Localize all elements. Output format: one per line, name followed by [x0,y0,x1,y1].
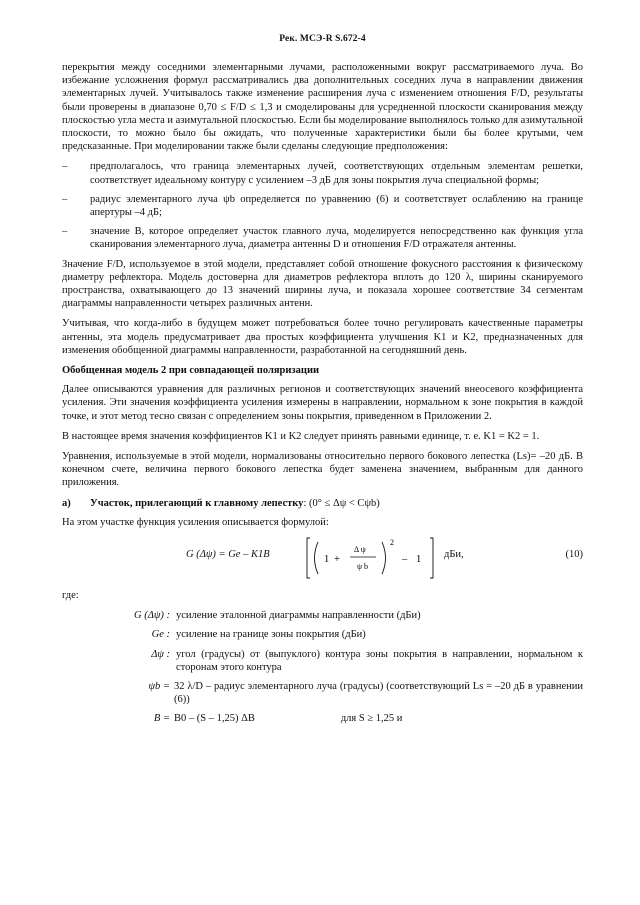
equation-exponent: 2 [390,538,394,548]
equation-one: 1 [324,554,330,566]
definition-text: 32 λ/D – радиус элементарного луча (градусы) (соответствующий Ls = –20 дБ в уравнении (6)) [174,680,583,706]
bullet-dash: – [62,226,68,238]
paragraph-1: перекрытия между соседними элементарными лучами, расположенными вокруг рассматриваемого луча. Во избежание усложнения формул рассматривались два дополнительных соседних луча в направлении движения элементарных лучей. Учитывалось также изменение расширения луча с изменением отношения F/D, результаты были проверены в диапазоне 0,70 ≤ F/D ≤ 1,3 и смоделированы для усредненной плоскости сканирования между плоскостью угла места и азимутальной плоскостью. Если бы моделирование выполнялось только для азимутальной плоскости, то можно было бы ожидать, что полученные характеристики были бы более крутыми, чем предсказанные. При моделировании также были сделаны следующие предположения: [62,62,583,153]
where-label: где: [62,590,79,602]
paragraph-5: В настоящее время значения коэффициентов K1 и K2 следует принять равными единице, т. е. K1 = K2 = 1. [62,430,540,442]
definition-text: B0 – (S – 1,25) ΔB [174,713,255,725]
bullet-text: значение B, которое определяет участок главного луча, моделируется непосредственно как функция угла сканирования элементарного луча, диаметра антенны D и отношения F/D отражателя антенны. [90,226,583,251]
paragraph-7: На этом участке функция усиления описывается формулой: [62,516,329,528]
definition-symbol: ψb = [148,680,170,692]
subsection-title: Участок, прилегающий к главному лепестку [90,497,304,509]
equation-bracket-expression [306,536,446,580]
definition-symbol: G (Δψ) : [133,610,170,622]
definition-symbol: B = [153,713,170,725]
equation-minus: – [402,554,408,566]
running-header: Рек. МСЭ-R S.672-4 [279,34,366,44]
definition-text: усиление эталонной диаграммы направленности (дБи) [176,610,421,622]
bullet-item [62,193,583,219]
subsection-range: : (0° ≤ Δψ < Cψb) [303,497,380,509]
equation-number: (10) [565,549,583,561]
definition-text: угол (градусы) от (выпуклого) контура зоны покрытия в направлении, нормальном к сторонам этого контура [176,648,583,673]
equation-one-2: 1 [416,554,422,566]
definition-row [62,680,583,706]
bullet-dash: – [62,161,68,173]
paragraph-4: Далее описываются уравнения для различных регионов и соответствующих значений внеосевого коэффициента усиления. Эти значения коэффициента усиления измерены в направлении, нормальном к зоне покрытия в каждой точке, и этот метод тесно связан с определением зоны покрытия, приведенном в Приложении 2. [62,384,583,422]
bullet-text: предполагалось, что граница элементарных лучей, соответствующих отдельным элементам решетки, соответствует идеальному контуру с усилением –3 дБ для зоны покрытия луча специальной формы; [90,161,583,186]
section-heading: Обобщенная модель 2 при совпадающей поляризации [62,365,320,377]
paragraph-2: Значение F/D, используемое в этой модели, представляет собой отношение фокусного расстояния к физическому диаметру рефлектора. Модель достоверна для диаметров рефлектора вплоть до 120 λ, ширины сканируемого пространства, охватывающего до 13 значений ширины луча, и показала хорошее соответствие 34 сегментам диаграммы направленности четырех различных антенн. [62,258,583,310]
definition-symbol: Ge : [151,629,170,641]
bullet-dash: – [62,193,68,205]
paragraph-6: Уравнения, используемые в этой модели, нормализованы относительно первого бокового лепестка (Ls)= –20 дБ. В конечном счете, величина первого бокового лепестка будет заменена значением, выбранным для данного приложения. [62,451,583,489]
equation-numerator: Δ ψ [354,545,366,555]
definition-text: усиление на границе зоны покрытия (дБи) [176,629,366,641]
definition-symbol: Δψ : [151,648,170,660]
definition-condition: для S ≥ 1,25 и [340,713,403,725]
bullet-item [62,160,583,186]
definition-row [62,609,583,622]
document-page [62,34,583,732]
bullet-item [62,225,583,251]
equation-lhs: G (Δψ) = Ge – K1B [186,549,270,561]
definition-row [62,648,583,674]
subsection-heading [62,497,583,510]
equation-10 [62,536,583,580]
definition-row [62,628,583,641]
equation-unit: дБи, [444,549,464,561]
bullet-text: радиус элементарного луча ψb определяется по уравнению (6) и соответствует ослаблению на границе апертуры –4 дБ; [90,193,583,219]
equation-plus: + [334,554,340,566]
definition-row [62,712,583,725]
paragraph-3: Учитывая, что когда-либо в будущем может потребоваться более точно регулировать качественные параметры антенны, эта модель предусматривает два простых коэффициента улучшения K1 и K2, предназначенных для изменения обобщенной диаграммы направленности, разработанной на сегодняшний день. [62,318,583,356]
subsection-label: a) [62,497,71,509]
equation-denominator: ψ b [357,562,369,572]
